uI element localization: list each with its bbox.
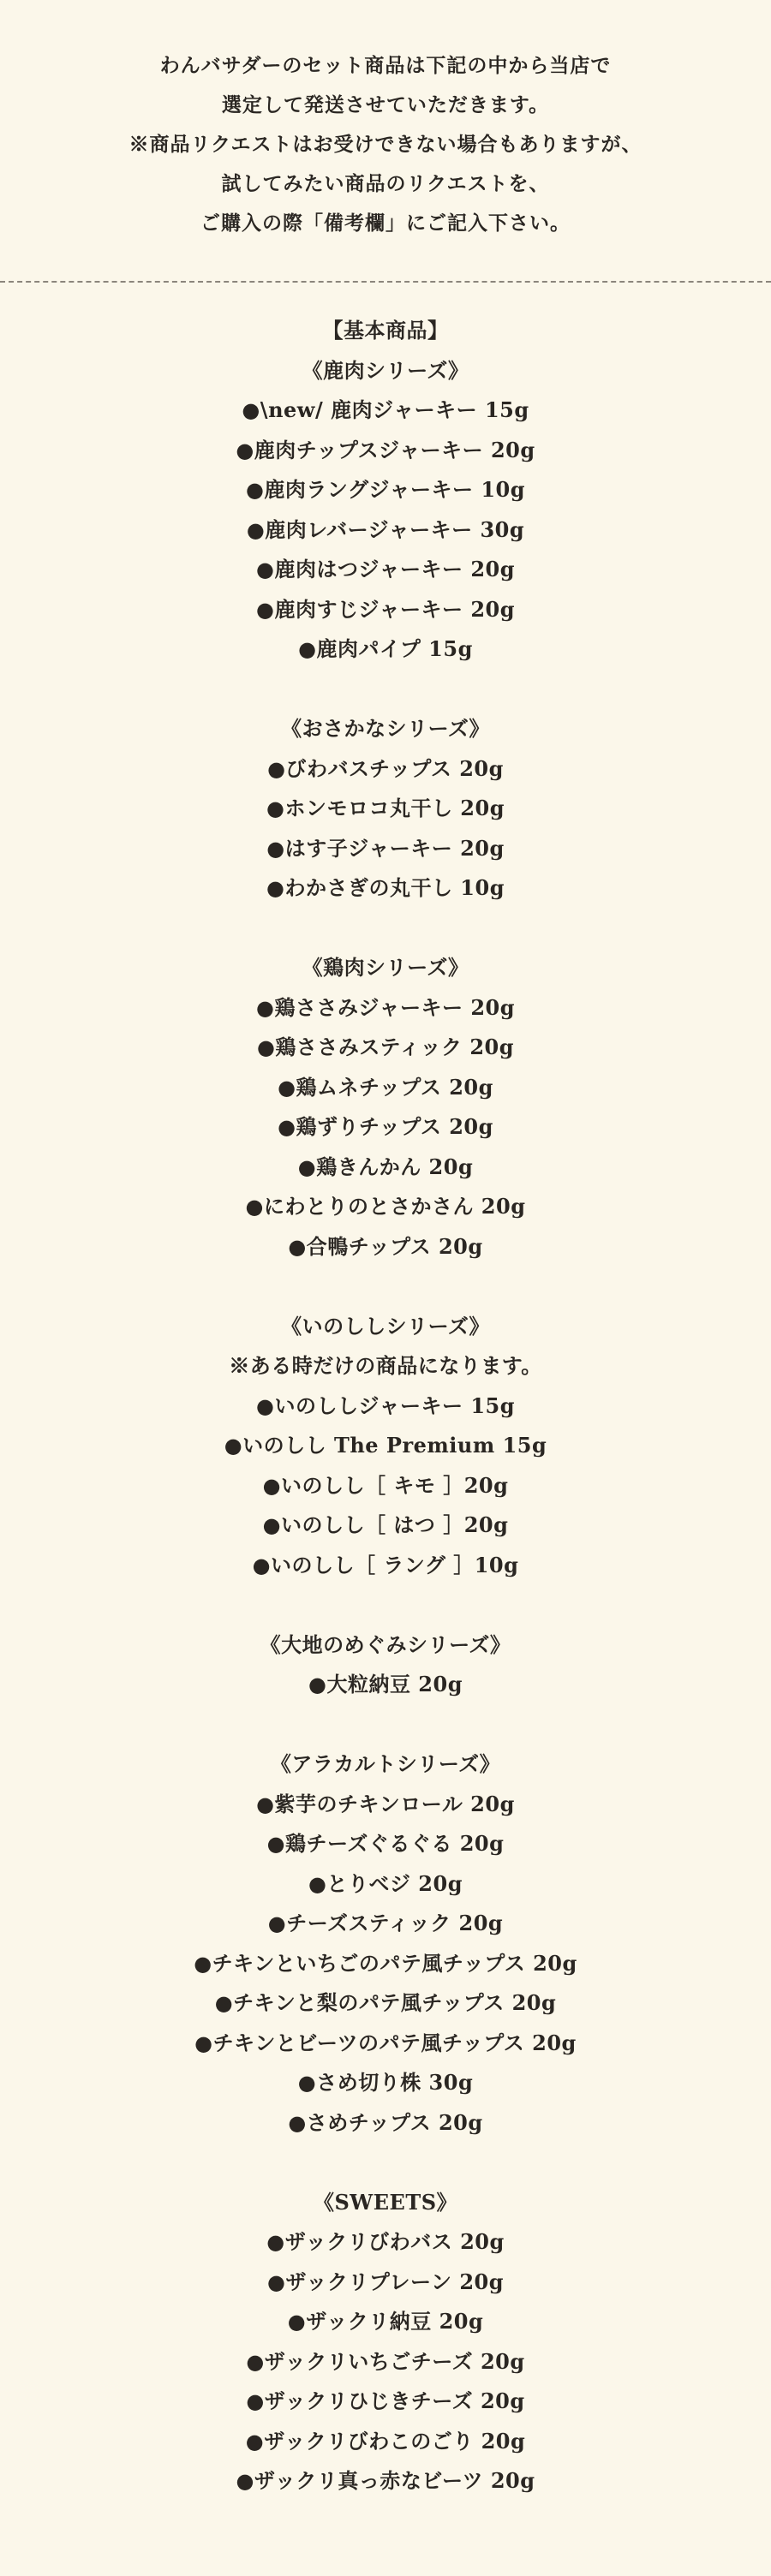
product-item: ●ザックリひじきチーズ 20g <box>246 2388 525 2413</box>
section-heading: 《アラカルトシリーズ》 <box>270 1751 501 1776</box>
section-heading: 《鹿肉シリーズ》 <box>302 357 469 383</box>
product-item: ●チキンといちごのパテ風チップス 20g <box>194 1950 577 1976</box>
product-item: ●鹿肉パイプ 15g <box>298 636 473 661</box>
product-item: ●鹿肉はつジャーキー 20g <box>256 557 515 581</box>
product-item: ●大粒納豆 20g <box>308 1672 463 1696</box>
product-item: ●さめ切り株 30g <box>297 2070 474 2095</box>
product-item: ●にわとりのとさかさん 20g <box>245 1194 526 1219</box>
product-item: ●ザックリ真っ赤なビーツ 20g <box>236 2468 535 2493</box>
section-note: ※ある時だけの商品になります。 <box>229 1353 542 1378</box>
product-item: ●鹿肉レバージャーキー 30g <box>246 516 525 542</box>
dashed-divider <box>0 281 771 283</box>
product-item: ●ザックリプレーン 20g <box>266 2269 505 2294</box>
intro-line: ご購入の際「備考欄」にご記入下さい。 <box>200 212 571 235</box>
product-item: ●チキンとビーツのパテ風チップス 20g <box>194 2030 577 2055</box>
section-spacer <box>0 2143 771 2183</box>
intro-line: ※商品リクエストはお受けできない場合もありますが、 <box>128 133 642 156</box>
product-item: ●鹿肉チップスジャーキー 20g <box>236 437 535 462</box>
product-item: ●いのししジャーキー 15g <box>256 1392 515 1418</box>
product-item: ●チーズスティック 20g <box>267 1911 504 1935</box>
product-item: ●\new/ 鹿肉ジャーキー 15g <box>242 397 529 422</box>
product-item: ●いのしし［ キモ ］20g <box>262 1472 509 1498</box>
product-item: ●びわバスチップス 20g <box>267 755 504 781</box>
product-item: ●さめチップス 20g <box>288 2109 483 2135</box>
product-item: ●鹿肉すじジャーキー 20g <box>256 596 515 622</box>
section-heading: 《鶏肉シリーズ》 <box>302 955 469 980</box>
section-spacer <box>0 909 771 949</box>
product-item: ●鶏ささみジャーキー 20g <box>256 994 515 1020</box>
product-item: ●ホンモロコ丸干し 20g <box>266 796 505 820</box>
product-item: ●ザックリびわこのごり 20g <box>245 2428 526 2454</box>
product-item: ●いのしし The Premium 15g <box>224 1433 547 1458</box>
product-item: ●ザックリびわバス 20g <box>266 2229 505 2254</box>
intro-line: 選定して発送させていただきます。 <box>221 93 550 116</box>
product-item: ●鹿肉ラングジャーキー 10g <box>245 477 526 502</box>
product-item: ●いのしし［ ラング ］10g <box>252 1552 519 1577</box>
product-item: ●いのしし［ はつ ］20g <box>262 1512 509 1537</box>
product-item: ●ザックリ納豆 20g <box>287 2309 484 2334</box>
product-item: ●鶏ムネチップス 20g <box>278 1074 493 1100</box>
product-item: ●とりベジ 20g <box>308 1870 463 1896</box>
section-spacer <box>0 1705 771 1745</box>
section-heading: 《SWEETS》 <box>313 2189 458 2215</box>
section-spacer <box>0 670 771 710</box>
section-heading: 《いのししシリーズ》 <box>281 1313 490 1339</box>
product-item: ●鶏ずりチップス 20g <box>278 1114 493 1139</box>
intro-message <box>0 46 771 243</box>
catalog-title: 【基本商品】 <box>322 318 449 343</box>
product-item: ●鶏チーズぐるぐる 20g <box>266 1831 505 1856</box>
section-heading: 《おさかなシリーズ》 <box>281 716 490 741</box>
product-item: ●はす子ジャーキー 20g <box>266 835 505 861</box>
product-item: ●チキンと梨のパテ風チップス 20g <box>214 1990 557 2015</box>
section-spacer <box>0 1267 771 1307</box>
product-item: ●わかさぎの丸干し 10g <box>266 875 505 900</box>
product-item: ●合鴨チップス 20g <box>288 1233 483 1259</box>
section-spacer <box>0 1585 771 1625</box>
section-heading: 《大地のめぐみシリーズ》 <box>260 1631 511 1657</box>
product-item: ●鶏きんかん 20g <box>297 1154 474 1179</box>
product-item: ●紫芋のチキンロール 20g <box>256 1791 515 1816</box>
product-catalog <box>0 311 771 2501</box>
intro-line: わんバサダーのセット商品は下記の中から当店で <box>159 54 612 77</box>
product-item: ●鶏ささみスティック 20g <box>256 1035 515 1059</box>
product-item: ●ザックリいちごチーズ 20g <box>246 2348 525 2374</box>
intro-line: 試してみたい商品のリクエストを、 <box>221 172 550 195</box>
